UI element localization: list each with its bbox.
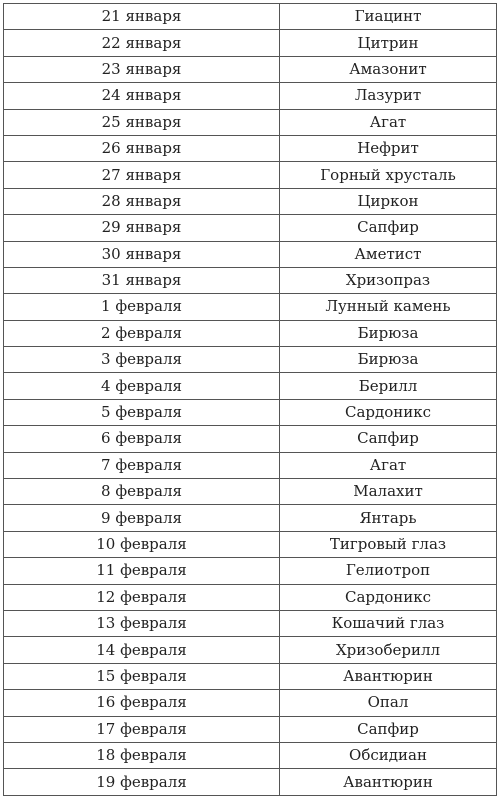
table-row [4,426,497,452]
stone-cell: Лунный камень [280,294,497,320]
table-row [4,215,497,241]
stone-cell: Тигровый глаз [280,531,497,557]
stone-cell: Авантюрин [280,663,497,689]
table-row [4,452,497,478]
stone-cell: Янтарь [280,505,497,531]
date-cell: 31 января [4,267,280,293]
stone-cell: Хризопраз [280,267,497,293]
stone-cell: Гиацинт [280,4,497,30]
date-cell: 13 февраля [4,610,280,636]
table-row [4,4,497,30]
birthstone-table [3,3,497,796]
table-row [4,83,497,109]
table-row [4,188,497,214]
date-cell: 3 февраля [4,347,280,373]
table-row [4,347,497,373]
date-cell: 23 января [4,56,280,82]
stone-cell: Хризоберилл [280,637,497,663]
stone-cell: Цитрин [280,30,497,56]
stone-cell: Авантюрин [280,769,497,795]
date-cell: 5 февраля [4,399,280,425]
table-row [4,479,497,505]
date-cell: 9 февраля [4,505,280,531]
birthstone-table-body [4,4,497,796]
date-cell: 26 января [4,135,280,161]
stone-cell: Аметист [280,241,497,267]
date-cell: 25 января [4,109,280,135]
date-cell: 12 февраля [4,584,280,610]
stone-cell: Агат [280,109,497,135]
table-row [4,610,497,636]
date-cell: 7 февраля [4,452,280,478]
table-row [4,267,497,293]
stone-cell: Сапфир [280,426,497,452]
date-cell: 17 февраля [4,716,280,742]
date-cell: 4 февраля [4,373,280,399]
date-cell: 10 февраля [4,531,280,557]
table-row [4,241,497,267]
table-row [4,584,497,610]
date-cell: 28 января [4,188,280,214]
table-row [4,399,497,425]
date-cell: 8 февраля [4,479,280,505]
stone-cell: Бирюза [280,347,497,373]
stone-cell: Кошачий глаз [280,610,497,636]
table-row [4,558,497,584]
table-row [4,56,497,82]
stone-cell: Обсидиан [280,742,497,768]
table-row [4,135,497,161]
stone-cell: Горный хрусталь [280,162,497,188]
table-row [4,30,497,56]
date-cell: 22 января [4,30,280,56]
stone-cell: Сардоникс [280,399,497,425]
table-row [4,294,497,320]
stone-cell: Нефрит [280,135,497,161]
date-cell: 24 января [4,83,280,109]
stone-cell: Лазурит [280,83,497,109]
stone-cell: Сапфир [280,716,497,742]
stone-cell: Сапфир [280,215,497,241]
date-cell: 19 февраля [4,769,280,795]
table-row [4,320,497,346]
stone-cell: Малахит [280,479,497,505]
table-row [4,637,497,663]
stone-cell: Гелиотроп [280,558,497,584]
stone-cell: Опал [280,690,497,716]
date-cell: 2 февраля [4,320,280,346]
date-cell: 27 января [4,162,280,188]
table-row [4,162,497,188]
stone-cell: Бирюза [280,320,497,346]
table-row [4,742,497,768]
date-cell: 15 февраля [4,663,280,689]
date-cell: 11 февраля [4,558,280,584]
stone-cell: Амазонит [280,56,497,82]
table-row [4,769,497,795]
table-row [4,690,497,716]
table-row [4,373,497,399]
date-cell: 16 февраля [4,690,280,716]
stone-cell: Сардоникс [280,584,497,610]
date-cell: 30 января [4,241,280,267]
table-row [4,716,497,742]
stone-cell: Агат [280,452,497,478]
stone-cell: Берилл [280,373,497,399]
table-row [4,109,497,135]
date-cell: 1 февраля [4,294,280,320]
date-cell: 21 января [4,4,280,30]
date-cell: 18 февраля [4,742,280,768]
date-cell: 14 февраля [4,637,280,663]
date-cell: 6 февраля [4,426,280,452]
stone-cell: Циркон [280,188,497,214]
table-row [4,663,497,689]
table-row [4,531,497,557]
table-row [4,505,497,531]
date-cell: 29 января [4,215,280,241]
